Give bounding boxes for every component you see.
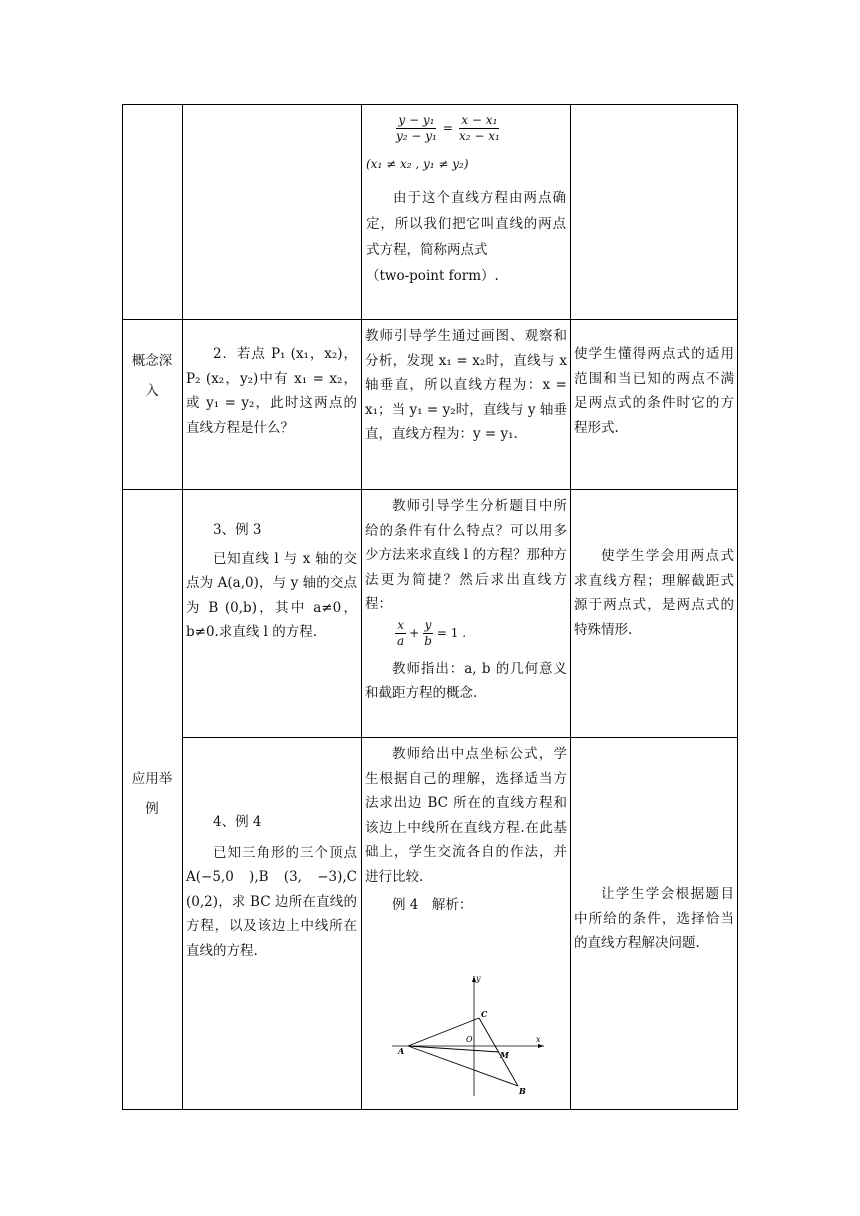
formula-rhs-numerator: x − x₁ xyxy=(461,112,498,127)
col-divider xyxy=(182,104,183,1110)
intercept-plus: + xyxy=(409,626,420,641)
formula-lhs-denominator: y₂ − y₁ xyxy=(396,128,437,143)
x-axis-label: x xyxy=(536,1035,541,1044)
section-label-application: 应用举例 xyxy=(131,771,173,817)
triangle-diagram xyxy=(388,972,548,1098)
formula-rhs-denominator: x₂ − x₁ xyxy=(458,128,500,143)
point-c-label: C xyxy=(481,1009,488,1019)
table-border-right xyxy=(737,104,738,1110)
two-point-english-term: （two-point form）. xyxy=(366,267,499,284)
purpose-text: 使学生懂得两点式的适用范围和当已知的两点不满足两点式的条件时它的方程形式. xyxy=(574,346,734,436)
frac-y-numerator: y xyxy=(424,618,432,632)
formula-lhs-numerator: y − y₁ xyxy=(398,112,435,127)
col-divider xyxy=(570,104,571,1110)
intercept-frac-y xyxy=(422,618,434,649)
origin-label: O xyxy=(466,1035,473,1044)
example3-purpose-text: 使学生学会用两点式求直线方程；理解截距式源于两点式，是两点式的特殊情形. xyxy=(574,548,734,638)
point-a-label: A xyxy=(398,1046,405,1056)
two-point-formula xyxy=(366,108,566,148)
frac-y-denominator: b xyxy=(424,634,432,648)
x-axis-arrow xyxy=(538,1044,544,1048)
example4-purpose-text: 让学生学会根据题目中所给的条件，选择恰当的直线方程解决问题. xyxy=(574,886,734,951)
formula-rhs xyxy=(457,113,502,144)
example4-purpose-cell xyxy=(574,882,734,956)
two-point-explanation: 由于这个直线方程由两点确定，所以我们把它叫直线的两点式方程，简称两点式 xyxy=(366,189,566,258)
example4-solution-label: 例 4 解析： xyxy=(392,897,473,913)
section-label-concept: 概念深入 xyxy=(131,353,173,399)
frac-x-denominator: a xyxy=(397,634,405,648)
table-border-top xyxy=(122,104,738,105)
teacher-activity-text: 教师引导学生通过画图、观察和分析，发现 x₁ = x₂时，直线与 x 轴垂直，所以直线方程为：x = x₁；当 y₁ = y₂时，直线与 y 轴垂直，直线方程为：y = y₁. xyxy=(365,328,567,442)
example4-title: 4、例 4 xyxy=(213,814,262,830)
example3-purpose-cell xyxy=(574,544,734,642)
col-divider xyxy=(361,104,362,1110)
table-border-left xyxy=(122,104,123,1110)
example3-teacher-note: 教师指出：a, b 的几何意义和截距方程的概念. xyxy=(365,660,567,701)
intercept-formula xyxy=(365,617,567,651)
row-divider xyxy=(182,737,738,738)
row-divider xyxy=(122,489,738,490)
table-border-bottom xyxy=(122,1109,738,1110)
two-point-formula-cell xyxy=(366,108,566,289)
intercept-equals: = 1 . xyxy=(436,626,467,641)
row-divider xyxy=(122,319,738,320)
formula-condition: (x₁ ≠ x₂ , y₁ ≠ y₂) xyxy=(366,157,469,171)
lesson-table xyxy=(122,104,738,1110)
example3-teacher-text: 教师引导学生分析题目中所给的条件有什么特点？可以用多少方法来求直线 l 的方程？那种方法更为简捷？然后求出直线方程： xyxy=(365,498,567,612)
point-m-label: M xyxy=(500,1050,509,1060)
example3-title: 3、例 3 xyxy=(213,522,262,538)
example4-teacher-cell xyxy=(365,742,567,918)
example4-cell xyxy=(186,810,357,963)
formula-equals: = xyxy=(442,120,453,135)
example3-teacher-cell xyxy=(365,494,567,706)
point-b-label: B xyxy=(519,1086,526,1096)
intercept-frac-x xyxy=(395,618,406,649)
example3-cell xyxy=(186,518,357,645)
example4-problem: 已知三角形的三个顶点 A(−5,0 ),B (3, −3),C (0,2)，求 BC 边所在直线的方程，以及该边上中线所在直线的方程. xyxy=(186,844,357,959)
y-axis-label: y xyxy=(476,974,481,983)
question-text: 2．若点 P₁ (x₁，x₂)，P₂ (x₂，y₂)中有 x₁ = x₂，或 y₁ = y₂，此时这两点的直线方程是什么？ xyxy=(186,346,357,436)
frac-x-numerator: x xyxy=(397,618,404,632)
formula-lhs xyxy=(394,113,439,144)
question-cell xyxy=(186,342,357,440)
purpose-cell xyxy=(574,342,734,440)
example4-teacher-text: 教师给出中点坐标公式，学生根据自己的理解，选择适当方法求出边 BC 所在的直线方程和该边上中线所在直线方程.在此基础上，学生交流各自的作法，并进行比较. xyxy=(365,746,567,885)
example3-problem: 已知直线 l 与 x 轴的交点为 A(a,0)，与 y 轴的交点为 B (0,b)，其中 a≠0，b≠0.求直线 l 的方程. xyxy=(186,550,357,640)
teacher-activity-cell xyxy=(365,324,567,447)
